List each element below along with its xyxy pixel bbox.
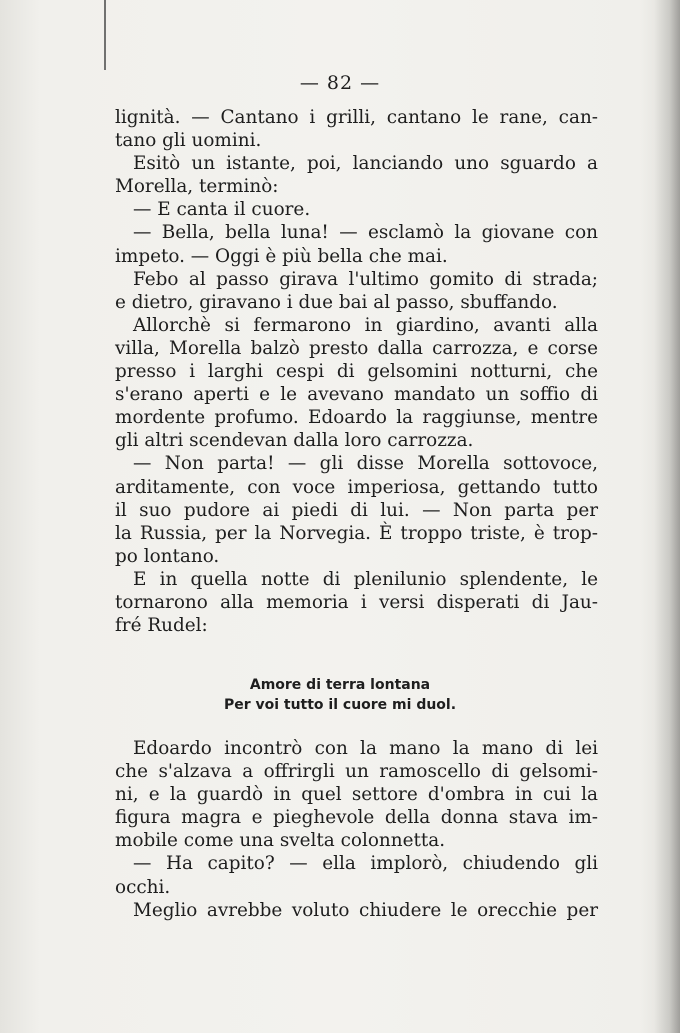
text-line: lignità. — Cantano i grilli, cantano le rane, can-: [115, 107, 598, 128]
text-line: — Ha capito? — ella implorò, chiudendo gli: [133, 853, 598, 875]
text-line: figura magra e pieghevole della donna stava im-: [115, 807, 598, 829]
text-line: — Non parta! — gli disse Morella sottovoce,: [133, 453, 598, 475]
paragraph: [115, 452, 598, 567]
text-line: villa, Morella balzò presto dalla carrozza, e corse: [115, 337, 598, 359]
binding-mark: [104, 0, 106, 70]
paragraph: [115, 221, 598, 267]
text-line: mordente profumo. Edoardo la raggiunse, mentre: [115, 407, 598, 429]
paragraph: [115, 568, 598, 637]
text-line: tornarono alla memoria i versi disperati di Jau-: [115, 591, 598, 613]
text-line: che s'alzava a offrirgli un ramoscello di gelsomi-: [115, 761, 598, 783]
text-line: impeto. — Oggi è più bella che mai.: [115, 245, 448, 267]
paragraph: [115, 314, 598, 453]
text-line: Febo al passo girava l'ultimo gomito di strada;: [133, 268, 598, 290]
paragraph: [115, 737, 598, 852]
text-line: E in quella notte di plenilunio splendente, le: [133, 568, 598, 590]
verse-line-2: Per voi tutto il cuore mi duol.: [223, 697, 457, 713]
text-line: Esitò un istante, poi, lanciando uno sguardo a: [133, 153, 598, 175]
paragraph: [115, 198, 598, 221]
text-line: e dietro, giravano i due bai al passo, sbuffando.: [115, 291, 558, 313]
page-gutter-shadow: [654, 0, 680, 1033]
text-line: la Russia, per la Norvegia. È troppo triste, è trop-: [115, 522, 598, 544]
verse-quote: [0, 675, 680, 715]
text-line: Morella, terminò:: [115, 176, 279, 198]
paragraph: [115, 268, 598, 314]
text-line: Edoardo incontrò con la mano la mano di lei: [133, 738, 598, 759]
verse-line-1: Amore di terra lontana: [249, 677, 431, 693]
text-line: Allorchè si fermarono in giardino, avanti alla: [133, 314, 598, 336]
text-line: arditamente, con voce imperiosa, gettando tutto: [115, 476, 598, 498]
paragraph: [115, 852, 598, 898]
body-text-top: [115, 106, 598, 637]
text-line: gli altri scendevan dalla loro carrozza.: [115, 430, 474, 452]
text-line: occhi.: [115, 876, 171, 898]
paragraph: [115, 152, 598, 198]
text-line: Meglio avrebbe voluto chiudere le orecchie per: [133, 899, 598, 921]
page-number: — 82 —: [299, 72, 381, 94]
text-line: — Bella, bella luna! — esclamò la giovane con: [133, 222, 598, 244]
body-text-bottom: [115, 737, 598, 922]
text-line: il suo pudore ai piedi di lui. — Non parta per: [115, 499, 598, 521]
text-line: s'erano aperti e le avevano mandato un soffio di: [115, 384, 598, 406]
text-line: po lontano.: [115, 545, 220, 567]
text-line: ni, e la guardò in quel settore d'ombra in cui la: [115, 784, 598, 806]
text-line: mobile come una svelta colonnetta.: [115, 830, 446, 852]
paragraph: [115, 899, 598, 922]
paragraph: [115, 106, 598, 152]
text-line: presso i larghi cespi di gelsomini notturni, che: [115, 361, 598, 383]
text-line: fré Rudel:: [115, 615, 208, 637]
text-line: tano gli uomini.: [115, 130, 262, 152]
text-line: — E canta il cuore.: [133, 199, 311, 221]
